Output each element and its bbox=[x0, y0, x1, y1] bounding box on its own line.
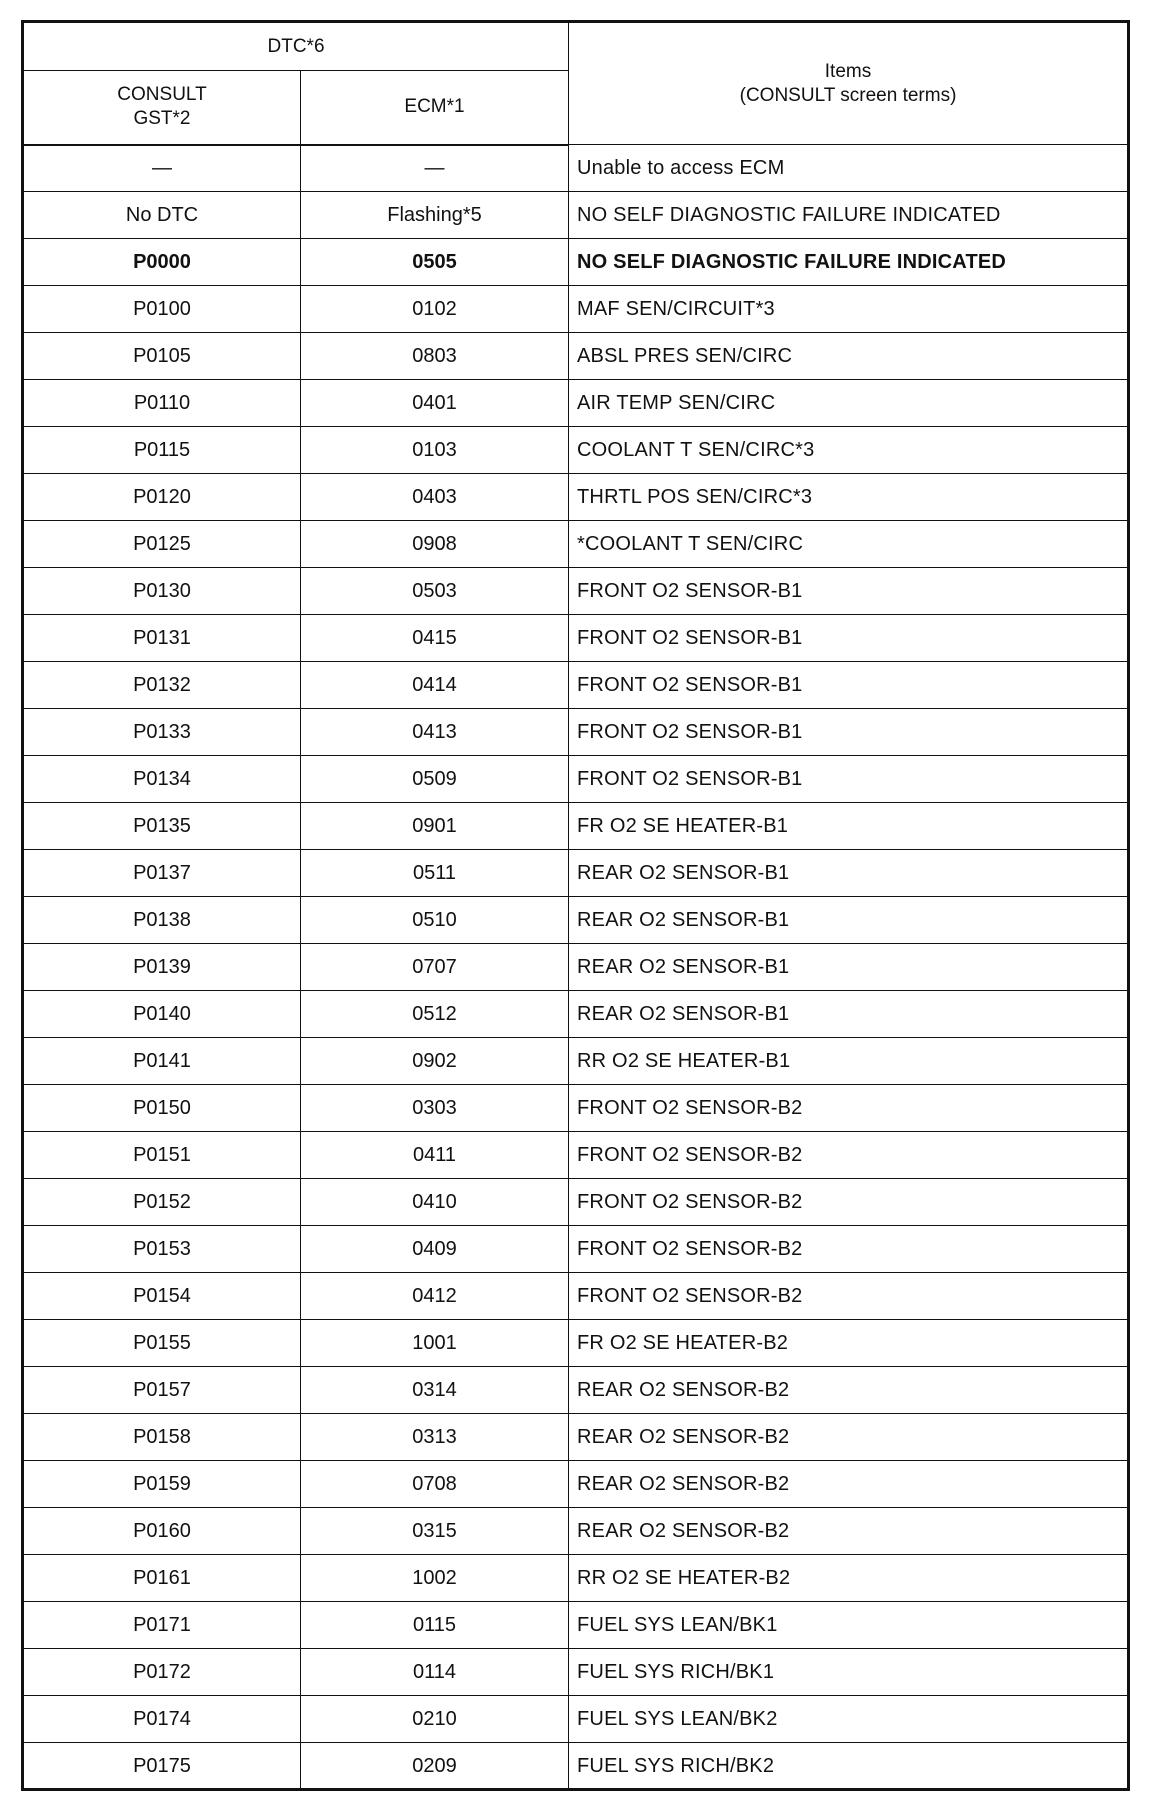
table-row bbox=[23, 1132, 1129, 1179]
item-cell: COOLANT T SEN/CIRC*3 bbox=[569, 427, 1129, 474]
item-cell: REAR O2 SENSOR-B1 bbox=[569, 944, 1129, 991]
consult-gst-code-cell: P0172 bbox=[23, 1649, 301, 1696]
ecm-code-cell: 0209 bbox=[301, 1743, 569, 1790]
consult-gst-code-cell: P0158 bbox=[23, 1414, 301, 1461]
table-row bbox=[23, 1320, 1129, 1367]
table-row bbox=[23, 1273, 1129, 1320]
ecm-code-cell: 0315 bbox=[301, 1508, 569, 1555]
consult-gst-code-cell: P0175 bbox=[23, 1743, 301, 1790]
consult-gst-code-cell: — bbox=[23, 145, 301, 192]
consult-gst-code-cell: P0125 bbox=[23, 521, 301, 568]
table-row bbox=[23, 427, 1129, 474]
item-cell: *COOLANT T SEN/CIRC bbox=[569, 521, 1129, 568]
ecm-code-cell: 0103 bbox=[301, 427, 569, 474]
table-row bbox=[23, 803, 1129, 850]
ecm-code-cell: 0512 bbox=[301, 991, 569, 1038]
ecm-code-cell: 0908 bbox=[301, 521, 569, 568]
ecm-code-cell: 0115 bbox=[301, 1602, 569, 1649]
ecm-code-cell: 0505 bbox=[301, 239, 569, 286]
ecm-code-cell: 0708 bbox=[301, 1461, 569, 1508]
consult-gst-code-cell: P0159 bbox=[23, 1461, 301, 1508]
item-cell: FRONT O2 SENSOR-B2 bbox=[569, 1273, 1129, 1320]
gst-header-label: GST*2 bbox=[133, 108, 191, 130]
items-header bbox=[569, 22, 1129, 145]
table-row bbox=[23, 1367, 1129, 1414]
table-row bbox=[23, 709, 1129, 756]
item-cell: REAR O2 SENSOR-B1 bbox=[569, 850, 1129, 897]
consult-gst-code-cell: P0100 bbox=[23, 286, 301, 333]
item-cell: THRTL POS SEN/CIRC*3 bbox=[569, 474, 1129, 521]
ecm-code-cell: 0510 bbox=[301, 897, 569, 944]
consult-gst-code-cell: P0120 bbox=[23, 474, 301, 521]
ecm-code-cell: 0415 bbox=[301, 615, 569, 662]
consult-gst-code-cell: P0157 bbox=[23, 1367, 301, 1414]
item-cell: FUEL SYS LEAN/BK1 bbox=[569, 1602, 1129, 1649]
ecm-code-cell: 0414 bbox=[301, 662, 569, 709]
item-cell: REAR O2 SENSOR-B1 bbox=[569, 991, 1129, 1038]
ecm-code-cell: 0511 bbox=[301, 850, 569, 897]
item-cell: FRONT O2 SENSOR-B1 bbox=[569, 709, 1129, 756]
item-cell: FRONT O2 SENSOR-B2 bbox=[569, 1085, 1129, 1132]
consult-gst-code-cell: P0153 bbox=[23, 1226, 301, 1273]
table-row bbox=[23, 145, 1129, 192]
header-row-dtc bbox=[23, 22, 1129, 71]
table-row bbox=[23, 1649, 1129, 1696]
ecm-header: ECM*1 bbox=[301, 71, 569, 145]
item-cell: FRONT O2 SENSOR-B2 bbox=[569, 1132, 1129, 1179]
table-row bbox=[23, 1555, 1129, 1602]
consult-gst-code-cell: P0130 bbox=[23, 568, 301, 615]
item-cell: RR O2 SE HEATER-B1 bbox=[569, 1038, 1129, 1085]
table-row bbox=[23, 1743, 1129, 1790]
consult-gst-code-cell: P0154 bbox=[23, 1273, 301, 1320]
table-row bbox=[23, 1038, 1129, 1085]
ecm-code-cell: 0412 bbox=[301, 1273, 569, 1320]
table-row bbox=[23, 615, 1129, 662]
item-cell: FUEL SYS RICH/BK2 bbox=[569, 1743, 1129, 1790]
item-cell: FUEL SYS RICH/BK1 bbox=[569, 1649, 1129, 1696]
item-cell: REAR O2 SENSOR-B2 bbox=[569, 1414, 1129, 1461]
table-row bbox=[23, 1414, 1129, 1461]
item-cell: FUEL SYS LEAN/BK2 bbox=[569, 1696, 1129, 1743]
items-header-subtitle: (CONSULT screen terms) bbox=[739, 84, 957, 106]
table-row bbox=[23, 756, 1129, 803]
ecm-code-cell: 0210 bbox=[301, 1696, 569, 1743]
table-row bbox=[23, 474, 1129, 521]
ecm-code-cell: 0902 bbox=[301, 1038, 569, 1085]
consult-gst-code-cell: P0151 bbox=[23, 1132, 301, 1179]
ecm-code-cell: 0503 bbox=[301, 568, 569, 615]
item-cell: REAR O2 SENSOR-B2 bbox=[569, 1461, 1129, 1508]
item-cell: FRONT O2 SENSOR-B2 bbox=[569, 1226, 1129, 1273]
item-cell: MAF SEN/CIRCUIT*3 bbox=[569, 286, 1129, 333]
table-row bbox=[23, 286, 1129, 333]
ecm-code-cell: 0114 bbox=[301, 1649, 569, 1696]
item-cell: Unable to access ECM bbox=[569, 145, 1129, 192]
table-row bbox=[23, 521, 1129, 568]
item-cell: ABSL PRES SEN/CIRC bbox=[569, 333, 1129, 380]
table-row bbox=[23, 333, 1129, 380]
table-header bbox=[23, 22, 1129, 145]
consult-gst-code-cell: P0174 bbox=[23, 1696, 301, 1743]
table-row bbox=[23, 897, 1129, 944]
table-row bbox=[23, 1085, 1129, 1132]
consult-gst-code-cell: P0133 bbox=[23, 709, 301, 756]
consult-gst-code-cell: P0160 bbox=[23, 1508, 301, 1555]
consult-gst-header bbox=[23, 71, 301, 145]
ecm-code-cell: 0901 bbox=[301, 803, 569, 850]
consult-gst-code-cell: P0131 bbox=[23, 615, 301, 662]
consult-gst-code-cell: P0132 bbox=[23, 662, 301, 709]
consult-gst-code-cell: P0161 bbox=[23, 1555, 301, 1602]
consult-gst-code-cell: P0105 bbox=[23, 333, 301, 380]
consult-gst-code-cell: P0110 bbox=[23, 380, 301, 427]
ecm-code-cell: 1002 bbox=[301, 1555, 569, 1602]
table-row bbox=[23, 1696, 1129, 1743]
table-row bbox=[23, 1508, 1129, 1555]
item-cell: NO SELF DIAGNOSTIC FAILURE INDICATED bbox=[569, 192, 1129, 239]
table-row bbox=[23, 239, 1129, 286]
table-row bbox=[23, 568, 1129, 615]
item-cell: FR O2 SE HEATER-B1 bbox=[569, 803, 1129, 850]
table-body bbox=[23, 145, 1129, 1790]
dtc-table bbox=[21, 20, 1130, 1791]
item-cell: REAR O2 SENSOR-B2 bbox=[569, 1367, 1129, 1414]
ecm-code-cell: 0313 bbox=[301, 1414, 569, 1461]
table-row bbox=[23, 944, 1129, 991]
consult-gst-code-cell: P0140 bbox=[23, 991, 301, 1038]
item-cell: REAR O2 SENSOR-B2 bbox=[569, 1508, 1129, 1555]
table-row bbox=[23, 991, 1129, 1038]
table-row bbox=[23, 1461, 1129, 1508]
consult-gst-code-cell: P0155 bbox=[23, 1320, 301, 1367]
item-cell: NO SELF DIAGNOSTIC FAILURE INDICATED bbox=[569, 239, 1129, 286]
item-cell: FRONT O2 SENSOR-B2 bbox=[569, 1179, 1129, 1226]
ecm-code-cell: 0303 bbox=[301, 1085, 569, 1132]
ecm-code-cell: 0803 bbox=[301, 333, 569, 380]
ecm-code-cell: 0413 bbox=[301, 709, 569, 756]
table-row bbox=[23, 662, 1129, 709]
ecm-code-cell: 0411 bbox=[301, 1132, 569, 1179]
consult-gst-code-cell: P0138 bbox=[23, 897, 301, 944]
consult-gst-code-cell: P0134 bbox=[23, 756, 301, 803]
consult-gst-code-cell: P0171 bbox=[23, 1602, 301, 1649]
items-header-title: Items bbox=[824, 60, 872, 82]
consult-gst-code-cell: P0137 bbox=[23, 850, 301, 897]
table-row bbox=[23, 1226, 1129, 1273]
consult-gst-code-cell: No DTC bbox=[23, 192, 301, 239]
item-cell: FRONT O2 SENSOR-B1 bbox=[569, 662, 1129, 709]
ecm-code-cell: 0403 bbox=[301, 474, 569, 521]
consult-gst-code-cell: P0115 bbox=[23, 427, 301, 474]
ecm-code-cell: 0314 bbox=[301, 1367, 569, 1414]
consult-gst-code-cell: P0139 bbox=[23, 944, 301, 991]
ecm-code-cell: 1001 bbox=[301, 1320, 569, 1367]
table-row bbox=[23, 1179, 1129, 1226]
item-cell: FR O2 SE HEATER-B2 bbox=[569, 1320, 1129, 1367]
item-cell: AIR TEMP SEN/CIRC bbox=[569, 380, 1129, 427]
item-cell: FRONT O2 SENSOR-B1 bbox=[569, 756, 1129, 803]
table-row bbox=[23, 1602, 1129, 1649]
ecm-code-cell: 0102 bbox=[301, 286, 569, 333]
consult-gst-code-cell: P0141 bbox=[23, 1038, 301, 1085]
consult-gst-code-cell: P0000 bbox=[23, 239, 301, 286]
consult-gst-code-cell: P0135 bbox=[23, 803, 301, 850]
item-cell: REAR O2 SENSOR-B1 bbox=[569, 897, 1129, 944]
ecm-code-cell: Flashing*5 bbox=[301, 192, 569, 239]
ecm-code-cell: 0401 bbox=[301, 380, 569, 427]
ecm-code-cell: — bbox=[301, 145, 569, 192]
dtc-header: DTC*6 bbox=[23, 22, 569, 71]
table-row bbox=[23, 380, 1129, 427]
consult-header-label: CONSULT bbox=[117, 84, 207, 106]
item-cell: FRONT O2 SENSOR-B1 bbox=[569, 615, 1129, 662]
consult-gst-code-cell: P0150 bbox=[23, 1085, 301, 1132]
table-row bbox=[23, 192, 1129, 239]
table-row bbox=[23, 850, 1129, 897]
item-cell: FRONT O2 SENSOR-B1 bbox=[569, 568, 1129, 615]
ecm-code-cell: 0707 bbox=[301, 944, 569, 991]
item-cell: RR O2 SE HEATER-B2 bbox=[569, 1555, 1129, 1602]
ecm-code-cell: 0410 bbox=[301, 1179, 569, 1226]
ecm-code-cell: 0409 bbox=[301, 1226, 569, 1273]
ecm-code-cell: 0509 bbox=[301, 756, 569, 803]
consult-gst-code-cell: P0152 bbox=[23, 1179, 301, 1226]
